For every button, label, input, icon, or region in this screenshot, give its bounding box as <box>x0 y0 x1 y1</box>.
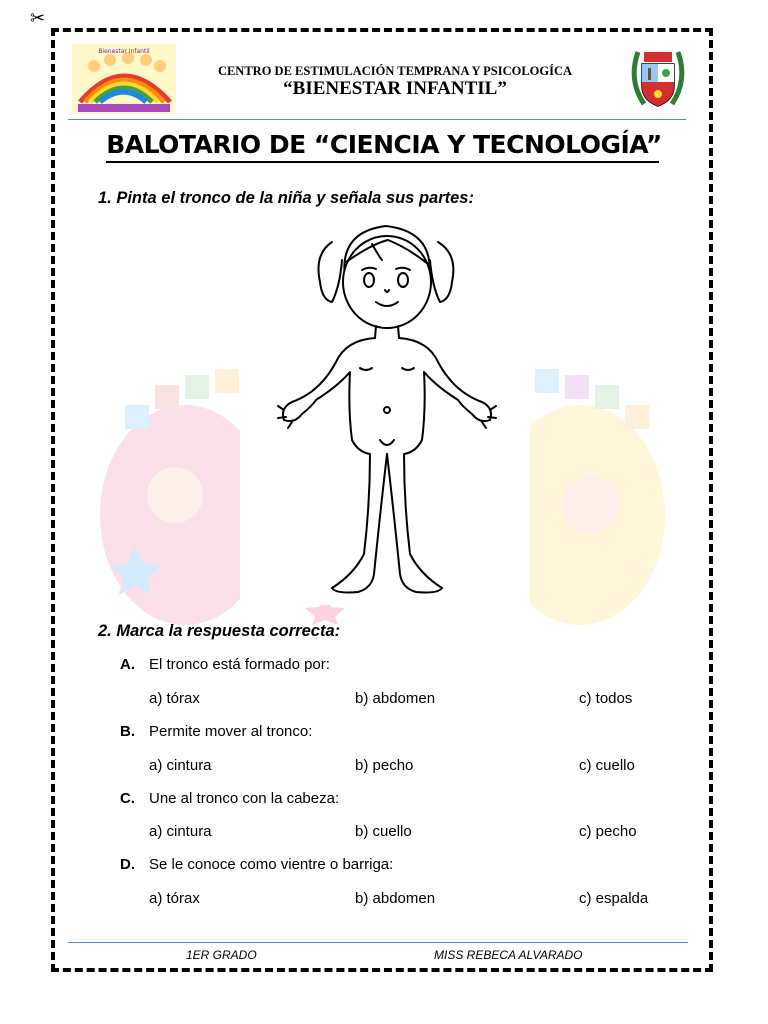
item-c-option-a[interactable]: a) cintura <box>149 823 212 840</box>
item-b-option-c[interactable]: c) cuello <box>579 757 635 774</box>
page-title: BALOTARIO DE “CIENCIA Y TECNOLOGÍA” <box>106 130 662 159</box>
item-a-letter: A. <box>120 656 135 673</box>
item-b-text: Permite mover al tronco: <box>149 723 313 740</box>
item-a-text: El tronco está formado por: <box>149 656 330 673</box>
item-a-option-b[interactable]: b) abdomen <box>355 690 436 707</box>
footer-divider <box>68 942 688 943</box>
item-c-letter: C. <box>120 790 135 807</box>
item-c-text: Une al tronco con la cabeza: <box>149 790 340 807</box>
question-2-heading: 2. Marca la respuesta correcta: <box>98 622 341 640</box>
item-d-option-a[interactable]: a) tórax <box>149 890 200 907</box>
item-a-option-c[interactable]: c) todos <box>579 690 633 707</box>
item-b-option-b[interactable]: b) pecho <box>355 757 414 774</box>
girl-body-illustration <box>262 214 512 604</box>
item-b-letter: B. <box>120 723 135 740</box>
header-divider <box>68 119 686 120</box>
item-d-letter: D. <box>120 856 135 873</box>
item-d-option-b[interactable]: b) abdomen <box>355 890 436 907</box>
peru-coat-of-arms-icon <box>624 46 692 112</box>
school-name-line2: “BIENESTAR INFANTIL” <box>283 78 507 99</box>
question-1-heading: 1. Pinta el tronco de la niña y señala sus partes: <box>98 189 474 207</box>
footer-teacher: MISS REBECA ALVARADO <box>434 948 583 962</box>
school-name-line1: CENTRO DE ESTIMULACIÓN TEMPRANA Y PSICOLOGÍCA <box>217 64 573 78</box>
item-b-option-a[interactable]: a) cintura <box>149 757 212 774</box>
item-c-option-b[interactable]: b) cuello <box>355 823 412 840</box>
item-d-option-c[interactable]: c) espalda <box>579 890 649 907</box>
item-c-option-c[interactable]: c) pecho <box>579 823 637 840</box>
scissors-icon: ✂ <box>30 8 46 28</box>
item-a-option-a[interactable]: a) tórax <box>149 690 200 707</box>
footer-grade: 1ER GRADO <box>186 948 257 962</box>
item-d-text: Se le conoce como vientre o barriga: <box>149 856 394 873</box>
svg-text:Bienestar Infantil: Bienestar Infantil <box>98 48 150 55</box>
title-underline <box>106 161 659 163</box>
school-logo <box>72 44 176 114</box>
